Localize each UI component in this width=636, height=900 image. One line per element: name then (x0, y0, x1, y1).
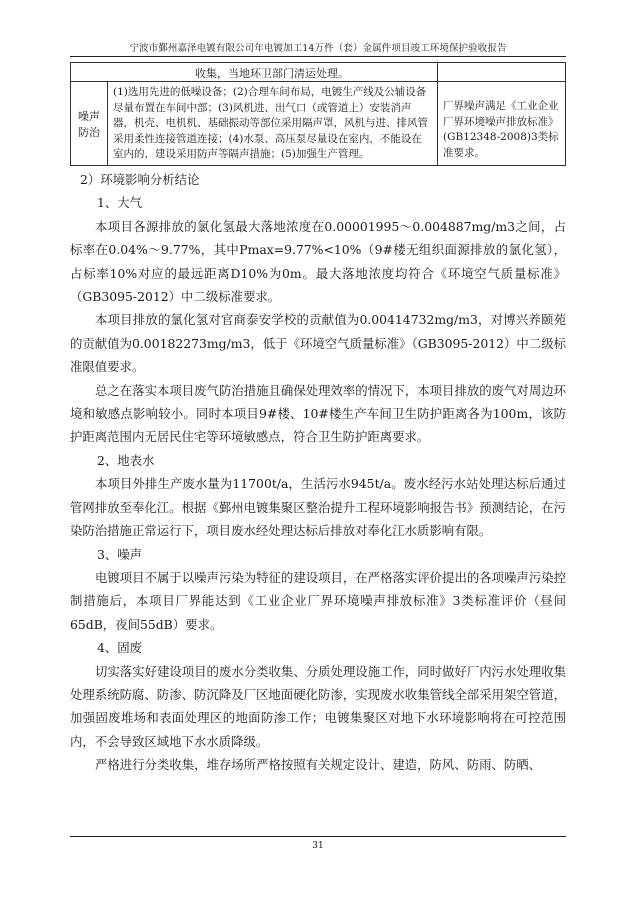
table-column-divider (107, 81, 108, 165)
paragraph-air-1: 本项目各源排放的氯化氢最大落地浓度在0.00001995～0.004887mg/m3之间，占标率在0.04%～9.77%，其中Pmax=9.77%<10%（9#楼无组织面源排放的氯化氢），占标率10%对应的最远距离D10%为0m。最大落地浓度均符合《环境空气质量标准》（GB3095-2012）中二级标准要求。 (70, 218, 566, 305)
header-divider (70, 56, 566, 57)
paragraph-noise-1: 电镀项目不属于以噪声污染为特征的建设项目，在严格落实评价提出的各项噪声污染控制措施后，本项目厂界能达到《工业企业厂界环境噪声排放标准》3类标准评价（昼间65dB，夜间55dB）要求。 (70, 569, 566, 632)
section-title: 2）环境影响分析结论 (80, 172, 200, 187)
measures-table (70, 62, 566, 166)
subsection-noise-title: 3、噪声 (97, 546, 143, 562)
subsection-water-title: 2、地表水 (97, 452, 155, 468)
document-body (70, 168, 566, 777)
table-column-divider (437, 63, 438, 165)
table-cell-noise-label: 噪声防治 (78, 110, 100, 139)
paragraph-air-3: 总之在落实本项目废气防治措施且确保处理效率的情况下，本项目排放的废气对周边环境和敏感点影响较小。同时本项目9#楼、10#楼生产车间卫生防护距离各为100m，该防护距离范围内无居民住宅等环境敏感点，符合卫生防护距离要求。 (70, 382, 566, 445)
paragraph-air-2: 本项目排放的氯化氢对官商泰安学校的贡献值为0.00414732mg/m3，对博兴养颐苑的贡献值为0.00182273mg/m3，低于《环境空气质量标准》（GB3095-2012）中二级标准限值要求。 (70, 312, 566, 375)
page-header: 宁波市鄞州嘉泽电镀有限公司年电镀加工14万件（套）金属件项目竣工环境保护验收报告 (129, 43, 507, 54)
table-cell-noise-measures: (1)选用先进的低噪设备；(2)合理车间布局，电镀生产线及公辅设备尽量布置在车间中部；(3)风机进、出气口（或管道上）安装消声器，机壳、电机机、基础振动等部位采用隔声罩，风机与进、排风管采用柔性连接管道连接；(4)水泵、高压泵尽量设在室内，不能设在室内的，建设采用防声等隔声措施；(5)加强生产管理。 (113, 86, 428, 161)
paragraph-solid-waste-2: 严格进行分类收集，堆存场所严格按照有关规定设计、建造，防风、防雨、防晒、 (95, 757, 542, 773)
paragraph-solid-waste-1: 切实落实好建设项目的废水分类收集、分质处理设施工作，同时做好厂内污水处理收集处理系统防腐、防渗、防沉降及厂区地面硬化防渗，实现废水收集管线全部采用架空管道，加强固废堆场和表面处理区的地面防渗工作；电镀集聚区对地下水环境影响将在可控范围内，不会导致区域地下水水质降级。 (70, 663, 566, 749)
table-row-divider (71, 81, 565, 82)
footer-divider (70, 836, 566, 837)
subsection-air-title: 1、大气 (97, 195, 143, 211)
table-cell-noise-standard: 厂界噪声满足《工业企业厂界环境噪声排放标准》(GB12348-2008)3类标准要求。 (443, 100, 559, 159)
subsection-solid-waste-title: 4、固废 (97, 640, 143, 656)
table-cell-solid-waste-tail: 收集，当地环卫部门清运处理。 (195, 67, 349, 80)
page-number: 31 (312, 841, 324, 851)
paragraph-water-1: 本项目外排生产废水量为11700t/a，生活污水945t/a。废水经污水站处理达标后通过管网排放至奉化江。根据《鄞州电镀集聚区整治提升工程环境影响报告书》预测结论，在污染防治措施正常运行下，项目废水经处理达标后排放对奉化江水质影响有限。 (70, 476, 566, 539)
